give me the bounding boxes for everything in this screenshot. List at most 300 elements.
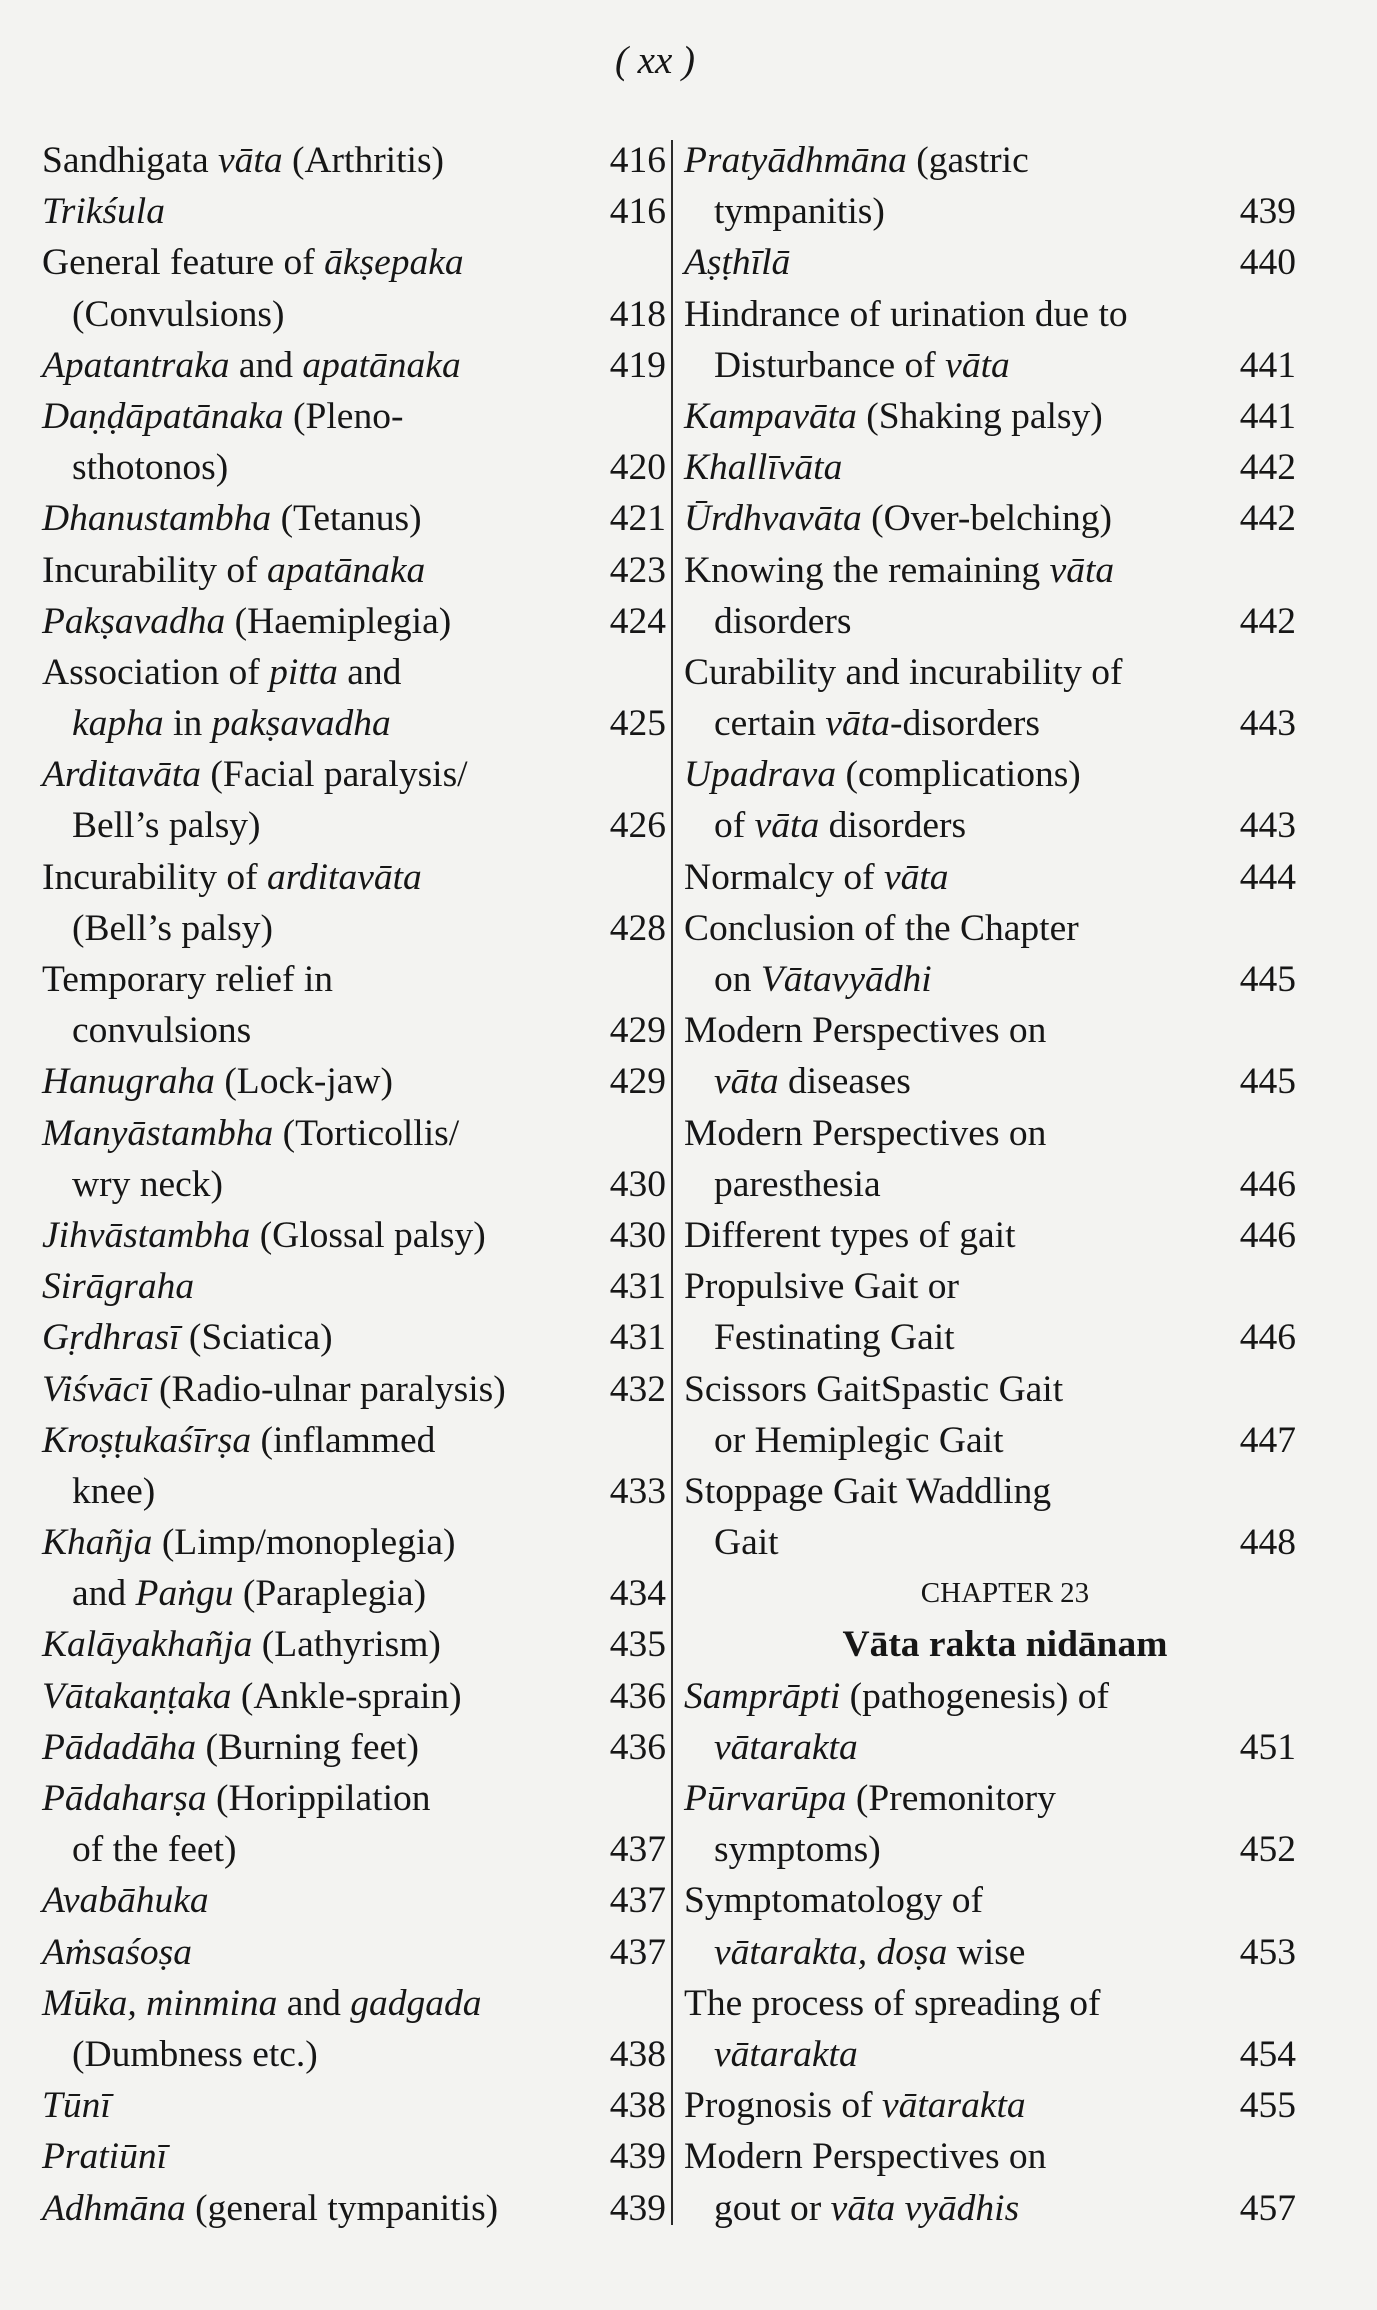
sanskrit-term: Pratiūnī (42, 2136, 168, 2178)
toc-entry-title (714, 703, 1040, 744)
toc-entry (42, 596, 666, 647)
toc-page-number: 432 (609, 1368, 666, 1410)
sanskrit-term: Adhmāna (42, 2187, 186, 2229)
title-text: certain (714, 703, 826, 745)
toc-page-number: 430 (609, 1214, 666, 1256)
toc-page-number: 439 (1239, 191, 1296, 233)
sanskrit-term: Ūrdhvavāta (684, 498, 862, 540)
sanskrit-term: Aṣṭhīlā (684, 242, 791, 284)
toc-entry-title (42, 1420, 435, 1461)
toc-entry-line (684, 237, 1296, 288)
sanskrit-term: Viśvācī (42, 1368, 150, 1410)
sanskrit-term: Pratyādhmāna (684, 140, 907, 181)
toc-entry (42, 340, 666, 391)
toc-page-number: 421 (609, 498, 666, 540)
toc-entry-title (42, 242, 464, 283)
toc-entry (684, 493, 1296, 544)
sanskrit-term: Apatantraka (42, 344, 230, 386)
toc-entry-title (684, 447, 842, 488)
title-text: (Lathyrism) (252, 1624, 441, 1666)
toc-page-number: 431 (609, 1317, 666, 1359)
toc-entry (42, 1415, 666, 1517)
title-text: convulsions (72, 1010, 252, 1052)
toc-entry-line (42, 749, 662, 800)
toc-entry-title (42, 1676, 462, 1717)
title-text: of (714, 805, 755, 847)
toc-entry-line (42, 340, 666, 391)
title-text: -disorders (889, 703, 1040, 745)
toc-entry-line (42, 1159, 666, 1210)
toc-entry-line (42, 1773, 662, 1824)
toc-entry-title (684, 1113, 1046, 1154)
sanskrit-term: pitta (269, 651, 338, 693)
toc-page-number: 443 (1239, 703, 1296, 745)
toc-entry-line (42, 1671, 666, 1722)
toc-entry (42, 1875, 666, 1926)
toc-entry-line (42, 1210, 666, 1261)
toc-page-number: 448 (1239, 1522, 1296, 1564)
sanskrit-term: vātarakta (714, 1726, 858, 1768)
toc-entry-title (684, 2085, 1026, 2126)
toc-entry (684, 391, 1296, 442)
toc-entry-line (42, 1517, 662, 1568)
title-text: (Torticollis/ (273, 1112, 460, 1154)
toc-entry-line (684, 135, 1296, 186)
sanskrit-term: Trikśula (42, 191, 165, 233)
title-text: disorders (819, 805, 967, 847)
toc-page-number: 416 (609, 191, 666, 233)
title-text: in (163, 703, 212, 745)
sanskrit-term: Pakṣavadha (42, 600, 226, 642)
toc-page-number: 429 (609, 1010, 666, 1052)
toc-entry (684, 1875, 1296, 1977)
title-text: (gastric (906, 140, 1029, 181)
sanskrit-term: vātarakta (714, 2033, 858, 2075)
toc-entry-title (714, 1522, 779, 1563)
sanskrit-term: Tūnī (42, 2085, 111, 2127)
toc-entry-line (684, 1978, 1296, 2029)
toc-entry-line (42, 1824, 666, 1875)
title-text: Curability and incurability of (684, 651, 1123, 693)
toc-entry (684, 647, 1296, 749)
title-text: diseases (778, 1061, 911, 1103)
sanskrit-term: Upadrava (684, 754, 837, 796)
toc-entry (42, 749, 666, 851)
toc-entry-title (72, 1010, 251, 1051)
sanskrit-term: Sirāgraha (42, 1266, 195, 1308)
toc-entry-title (42, 1369, 506, 1410)
toc-entry-title (714, 2034, 858, 2075)
title-text: Different types of gait (684, 1214, 1016, 1256)
title-text: Incurability of (42, 549, 267, 591)
title-text: (Tetanus) (271, 498, 422, 540)
toc-entry-line (42, 1568, 666, 1619)
toc-entry-line (684, 1415, 1296, 1466)
chapter-label: CHAPTER 23 (920, 1577, 1090, 1610)
toc-entry-line (42, 1005, 666, 1056)
title-text: (Dumbness etc.) (72, 2033, 318, 2075)
toc-entry-title (42, 1061, 393, 1102)
toc-entry-title (684, 1983, 1101, 2024)
toc-entry-line (684, 1824, 1296, 1875)
toc-entry-title (684, 754, 1081, 795)
toc-page-number: 420 (609, 447, 666, 489)
toc-entry-title (42, 601, 451, 642)
toc-entry-title (72, 447, 228, 488)
toc-entry-title (714, 191, 885, 232)
toc-entry (684, 1210, 1296, 1261)
title-text: General feature of (42, 242, 325, 284)
toc-entry-line (42, 1875, 666, 1926)
toc-entry-line (42, 647, 662, 698)
toc-entry-title (42, 857, 422, 898)
toc-entry (684, 237, 1296, 288)
toc-entry (42, 1773, 666, 1875)
toc-page-number: 428 (609, 907, 666, 949)
sanskrit-term: vāta (945, 344, 1010, 386)
toc-entry (684, 545, 1296, 647)
toc-entry-line (684, 1261, 1296, 1312)
toc-entry-line (684, 2080, 1296, 2131)
title-text: (complications) (836, 754, 1081, 796)
toc-entry (684, 1108, 1296, 1210)
title-text: Incurability of (42, 856, 267, 898)
toc-entry-title (684, 1676, 1109, 1717)
toc-entry-title (714, 345, 1010, 386)
toc-entry-title (42, 396, 403, 437)
toc-entry-line (684, 1005, 1296, 1056)
toc-entry-line (684, 1875, 1296, 1926)
toc-entry (42, 135, 666, 186)
toc-entry-title (42, 1317, 333, 1358)
contents-column-right (684, 135, 1296, 2234)
toc-entry (42, 1978, 666, 2080)
toc-page-number: 446 (1239, 1163, 1296, 1205)
toc-entry-title (684, 908, 1079, 949)
sanskrit-term: vāta (883, 856, 949, 898)
toc-entry (42, 1619, 666, 1670)
toc-page-number: 440 (1239, 242, 1296, 284)
title-text: Hindrance of urination due to (684, 293, 1128, 335)
toc-entry-title (684, 1215, 1016, 1256)
toc-entry-title (42, 754, 468, 795)
sanskrit-term: vāta vyādhis (830, 2187, 1020, 2229)
toc-entry-line (684, 493, 1296, 544)
title-text: Modern Perspectives on (684, 1112, 1047, 1154)
toc-entry-title (42, 1727, 419, 1768)
title-text: Modern Perspectives on (684, 2136, 1047, 2178)
toc-entry (684, 135, 1296, 237)
toc-entry-title (42, 2085, 111, 2126)
toc-page-number: 453 (1239, 1931, 1296, 1973)
toc-entry (42, 2080, 666, 2131)
toc-entry-title (684, 1471, 1051, 1512)
toc-entry (684, 1466, 1296, 1568)
toc-entry (684, 749, 1296, 851)
toc-entry-line (42, 954, 662, 1005)
title-text: (Limp/monoplegia) (152, 1522, 456, 1564)
toc-entry-line (684, 698, 1296, 749)
toc-entry-line (684, 391, 1296, 442)
title-text: of the feet) (72, 1829, 237, 1871)
toc-entry (42, 647, 666, 749)
title-text: (Horippilation (206, 1778, 431, 1819)
toc-entry-line (684, 1722, 1296, 1773)
toc-entry-title (42, 1266, 194, 1307)
toc-entry (42, 1210, 666, 1261)
toc-page-number: 441 (1239, 344, 1296, 386)
title-text: tympanitis) (714, 191, 885, 233)
title-text: (Over-belching) (861, 498, 1112, 540)
toc-entry-title (714, 1932, 1025, 1973)
toc-entry-line (42, 698, 666, 749)
toc-entry-title (684, 550, 1114, 591)
title-text: (Premonitory (846, 1778, 1056, 1819)
toc-entry (684, 1671, 1296, 1773)
toc-page-number: 437 (609, 1931, 666, 1973)
title-text: (Ankle-sprain) (231, 1675, 462, 1717)
toc-page-number: 442 (1239, 600, 1296, 642)
toc-entry-line (684, 1312, 1296, 1363)
title-text: symptoms) (714, 1829, 881, 1871)
toc-entry-title (72, 703, 391, 744)
title-text: The process of spreading of (684, 1982, 1101, 2024)
title-text: paresthesia (714, 1163, 881, 1205)
toc-page-number: 457 (1239, 2187, 1296, 2229)
title-text: (Pleno- (283, 395, 404, 437)
title-text: Disturbance of (714, 344, 946, 386)
toc-page-number: 452 (1239, 1829, 1296, 1871)
toc-entry-line (42, 391, 662, 442)
toc-entry-line (684, 1466, 1296, 1517)
toc-entry (42, 237, 666, 339)
toc-entry-line (684, 1364, 1296, 1415)
toc-entry (42, 1056, 666, 1107)
toc-entry-title (714, 1727, 858, 1768)
sanskrit-term: kapha (72, 703, 164, 745)
toc-entry-line (684, 442, 1296, 493)
toc-entry-line (684, 647, 1296, 698)
toc-entry-title (72, 1164, 223, 1205)
toc-entry-line (684, 749, 1296, 800)
sanskrit-term: vāta (754, 805, 820, 847)
toc-page-number: 442 (1239, 447, 1296, 489)
title-text: on (714, 959, 761, 1000)
title-text: (inflammed (251, 1419, 436, 1461)
toc-entry-line (42, 289, 666, 340)
toc-entry-title (684, 498, 1112, 539)
toc-entry-title (42, 959, 333, 1000)
sanskrit-term: Mūka, minmina (42, 1982, 278, 2024)
toc-page-number: 439 (609, 2187, 666, 2229)
toc-entry-title (42, 1983, 482, 2024)
toc-page-number: 438 (609, 2033, 666, 2075)
toc-page-number: 423 (609, 549, 666, 591)
toc-entry-title (684, 1369, 1063, 1410)
toc-entry (42, 391, 666, 493)
toc-entry-title (72, 2034, 318, 2075)
title-text: and (277, 1982, 351, 2024)
toc-entry-line (42, 186, 666, 237)
toc-page-number: 437 (609, 1829, 666, 1871)
sanskrit-term: vātarakta, doṣa (714, 1931, 948, 1973)
title-text: (Haemiplegia) (225, 600, 452, 642)
sanskrit-term: Gṛdhrasī (42, 1317, 180, 1359)
toc-entry-line (42, 1927, 666, 1978)
toc-entry (684, 2131, 1296, 2233)
toc-entry (684, 903, 1296, 1005)
title-text: Symptomatology of (684, 1880, 983, 1922)
title-text: Stoppage Gait Waddling (684, 1470, 1052, 1512)
sanskrit-term: Pādaharṣa (42, 1778, 207, 1819)
toc-entry-title (42, 140, 444, 181)
toc-page-number: 424 (609, 600, 666, 642)
sanskrit-term: vāta (825, 703, 890, 745)
sanskrit-term: Khañja (42, 1522, 153, 1564)
toc-entry-line (684, 289, 1296, 340)
toc-entry-title (72, 805, 261, 846)
toc-page-number: 431 (609, 1266, 666, 1308)
toc-entry-line (684, 1159, 1296, 1210)
toc-entry-title (42, 2188, 498, 2229)
title-text: (Burning feet) (196, 1726, 420, 1768)
toc-entry (42, 1364, 666, 1415)
toc-entry-line (42, 1056, 666, 1107)
title-text: Normalcy of (684, 856, 884, 898)
sanskrit-term: Kalāyakhañja (42, 1624, 253, 1666)
sanskrit-term: vāta (218, 140, 283, 181)
toc-page-number: 447 (1239, 1419, 1296, 1461)
toc-entry (684, 1005, 1296, 1107)
toc-entry-title (72, 1829, 236, 1870)
title-text: wise (947, 1931, 1026, 1973)
toc-entry-line (42, 903, 666, 954)
sanskrit-term: Dhanustambha (42, 498, 272, 540)
title-text: (Glossal palsy) (250, 1214, 486, 1256)
toc-page-number: 436 (609, 1726, 666, 1768)
toc-entry (42, 852, 666, 954)
title-text: (Radio-ulnar paralysis) (149, 1368, 506, 1410)
title-text: Bell’s palsy) (72, 805, 261, 847)
title-text: Sandhigata (42, 140, 219, 181)
toc-entry-line (684, 186, 1296, 237)
toc-entry (42, 1722, 666, 1773)
title-text: wry neck) (72, 1163, 223, 1205)
toc-page-number: 437 (609, 1880, 666, 1922)
toc-page-number: 425 (609, 703, 666, 745)
sanskrit-term: Samprāpti (684, 1675, 841, 1717)
toc-entry-title (714, 2188, 1019, 2229)
sanskrit-term: Khallīvāta (684, 447, 843, 489)
title-text: Propulsive Gait or (684, 1266, 959, 1308)
toc-entry-line (42, 1364, 666, 1415)
title-text: Modern Perspectives on (684, 1010, 1047, 1052)
sanskrit-term: arditavāta (266, 856, 422, 898)
title-text: knee) (72, 1470, 156, 1512)
title-text: Temporary relief in (42, 959, 333, 1000)
sanskrit-term: Vātavyādhi (760, 959, 932, 1000)
toc-entry-title (42, 550, 425, 591)
toc-page-number: 455 (1239, 2085, 1296, 2127)
toc-entry-line (684, 1517, 1296, 1568)
toc-entry-line (42, 596, 666, 647)
sanskrit-term: vāta (714, 1061, 779, 1103)
toc-page-number: 430 (609, 1163, 666, 1205)
toc-entry (42, 1671, 666, 1722)
toc-entry (42, 186, 666, 237)
title-text: and (337, 651, 402, 693)
title-text: Gait (714, 1522, 779, 1564)
title-text: (Lock-jaw) (214, 1061, 393, 1103)
toc-page-number: 436 (609, 1675, 666, 1717)
toc-entry (684, 289, 1296, 391)
sanskrit-term: Jihvāstambha (42, 1214, 251, 1256)
sanskrit-term: vātarakta (881, 2085, 1026, 2127)
toc-entry-line (42, 2080, 666, 2131)
toc-entry-title (714, 1317, 955, 1358)
title-text: Scissors GaitSpastic Gait (684, 1368, 1064, 1410)
toc-entry-title (42, 1880, 209, 1921)
toc-entry-title (714, 601, 851, 642)
sanskrit-term: apatānaka (302, 344, 461, 386)
sanskrit-term: Avabāhuka (42, 1880, 209, 1922)
toc-entry-title (684, 857, 949, 898)
toc-entry-title (42, 1522, 456, 1563)
toc-page-number: 434 (609, 1573, 666, 1615)
toc-entry-line (684, 545, 1296, 596)
toc-entry-line (684, 903, 1296, 954)
contents-column-left (42, 135, 666, 2234)
title-text: (Convulsions) (72, 293, 285, 335)
toc-entry-line (42, 2131, 666, 2182)
toc-entry-title (684, 294, 1128, 335)
title-text: Prognosis of (684, 2085, 882, 2127)
toc-entry-line (684, 1671, 1296, 1722)
toc-entry-title (684, 396, 1103, 437)
sanskrit-term: Hanugraha (42, 1061, 215, 1103)
sanskrit-term: Pādadāha (42, 1726, 197, 1768)
title-text: Festinating Gait (714, 1317, 955, 1359)
toc-entry-line (42, 1619, 666, 1670)
toc-entry-title (72, 1471, 155, 1512)
toc-entry-title (42, 1778, 431, 1819)
toc-page-number: 443 (1239, 805, 1296, 847)
title-text: (Shaking palsy) (856, 395, 1103, 437)
toc-entry-line (42, 237, 662, 288)
sanskrit-term: Kroṣṭukaśīrṣa (42, 1419, 252, 1461)
toc-entry (42, 1517, 666, 1619)
sanskrit-term: gadgada (350, 1982, 482, 2024)
title-text: (Paraplegia) (233, 1573, 427, 1615)
toc-entry (684, 1978, 1296, 2080)
toc-entry-line (684, 2183, 1296, 2234)
sanskrit-term: Pūrvarūpa (684, 1778, 847, 1819)
toc-page-number: 419 (609, 344, 666, 386)
toc-entry-line (42, 1722, 666, 1773)
toc-page-number: 444 (1239, 856, 1296, 898)
toc-entry-line (42, 800, 666, 851)
toc-entry-title (42, 345, 461, 386)
toc-entry (684, 442, 1296, 493)
toc-entry-title (684, 1880, 983, 1921)
sanskrit-term: pakṣavadha (211, 703, 391, 745)
title-text: or Hemiplegic Gait (714, 1419, 1004, 1461)
toc-page-number: 439 (609, 2136, 666, 2178)
sanskrit-term: Paṅgu (135, 1573, 234, 1615)
toc-entry (42, 1261, 666, 1312)
toc-entry-title (42, 2136, 167, 2177)
toc-entry-title (684, 140, 1029, 181)
